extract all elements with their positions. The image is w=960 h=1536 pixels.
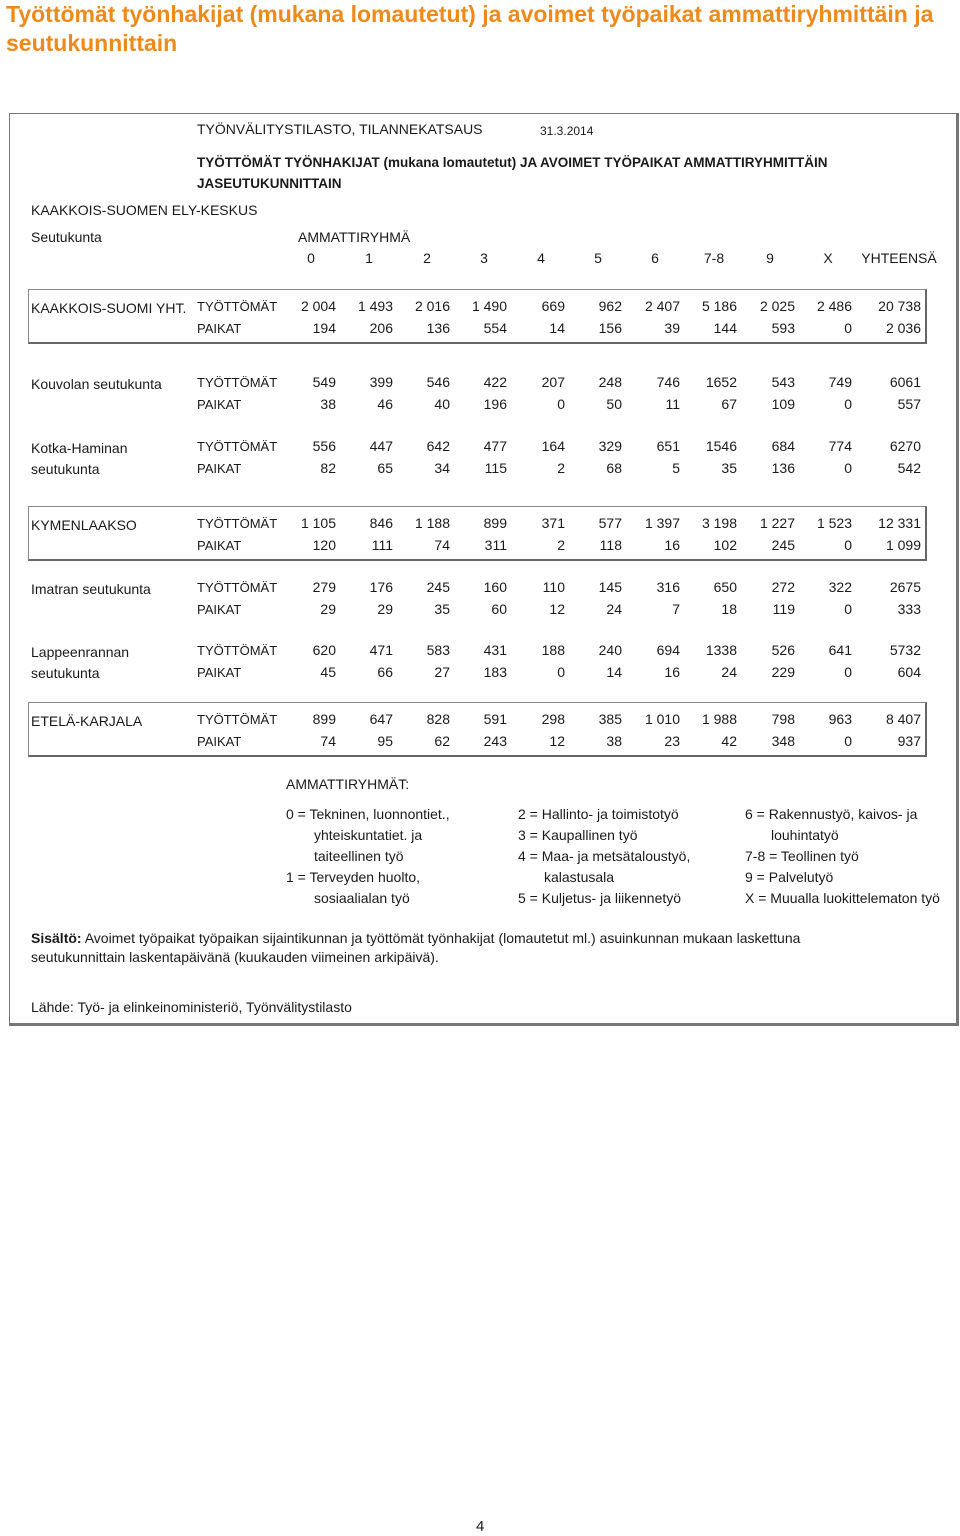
table-cell: 962 [598,298,622,314]
table-cell: 749 [828,374,852,390]
table-cell: 46 [377,396,393,412]
table-cell: 2 036 [885,320,921,336]
table-cell: 34 [434,460,450,476]
table-cell: 828 [426,711,450,727]
table-cell: 333 [897,601,921,617]
table-cell: 774 [828,438,852,454]
table-cell: 651 [656,438,680,454]
table-cell: 60 [491,601,507,617]
legend-entry: 6 = Rakennustyö, kaivos- ja [745,806,918,822]
table-cell: 554 [483,320,507,336]
table-cell: 3 198 [701,515,737,531]
table-cell: 39 [664,320,680,336]
row-kind-label: PAIKAT [197,665,242,680]
table-cell: 593 [771,320,795,336]
table-cell: 543 [771,374,795,390]
table-cell: 647 [369,711,393,727]
table-cell: 937 [897,733,921,749]
table-cell: 7 [672,601,680,617]
table-cell: 669 [541,298,565,314]
table-cell: 322 [828,579,852,595]
report-date: 31.3.2014 [540,124,594,138]
row-kind-label: PAIKAT [197,602,242,617]
table-cell: 194 [312,320,336,336]
table-cell: 1652 [705,374,737,390]
legend-entry: taiteellinen työ [314,848,404,864]
table-cell: 245 [426,579,450,595]
column-header: 2 [423,250,431,266]
table-cell: 0 [844,320,852,336]
table-cell: 641 [828,642,852,658]
table-cell: 577 [598,515,622,531]
table-cell: 0 [844,396,852,412]
table-cell: 746 [656,374,680,390]
table-cell: 248 [598,374,622,390]
table-cell: 16 [664,664,680,680]
table-cell: 1546 [705,438,737,454]
table-cell: 245 [771,537,795,553]
table-cell: 102 [713,537,737,553]
table-cell: 111 [371,537,393,553]
table-cell: 399 [369,374,393,390]
table-cell: 1 010 [644,711,680,727]
table-cell: 279 [312,579,336,595]
table-cell: 24 [606,601,622,617]
legend-entry: kalastusala [544,869,615,885]
table-cell: 0 [844,664,852,680]
page-title: Työttömät työnhakijat (mukana lomautetut) ja avoimet työpaikat ammattiryhmittäin ja seutukunnittain [6,1,934,56]
table-cell: 38 [606,733,622,749]
table-cell: 65 [377,460,393,476]
table-cell: 183 [483,664,507,680]
table-cell: 1 227 [759,515,795,531]
table-cell: 243 [483,733,507,749]
column-header: 0 [307,250,315,266]
row-kind-label: PAIKAT [197,397,242,412]
row-kind-label: TYÖTTÖMÄT [197,712,278,727]
table-cell: 119 [772,601,795,617]
table-cell: 109 [771,396,795,412]
table-cell: 188 [541,642,565,658]
legend-entry: 9 = Palvelutyö [745,869,834,885]
row-kind-label: PAIKAT [197,538,242,553]
column-header: 4 [537,250,545,266]
row-kind-label: TYÖTTÖMÄT [197,299,278,314]
legend-entry: 7-8 = Teollinen työ [745,848,859,864]
table-cell: 82 [320,460,336,476]
table-cell: 583 [426,642,450,658]
table-cell: 684 [771,438,795,454]
legend-entry: louhintatyö [771,827,839,843]
table-cell: 115 [484,460,507,476]
table-cell: 0 [844,733,852,749]
table-cell: 229 [771,664,795,680]
table-cell: 272 [771,579,795,595]
table-cell: 2 [557,460,565,476]
table-cell: 1 099 [885,537,921,553]
table-cell: 5 [672,460,680,476]
legend-entry: X = Muualla luokittelematon työ [745,890,940,906]
table-cell: 45 [320,664,336,680]
table-cell: 68 [606,460,622,476]
column-header: X [823,250,833,266]
table-cell: 164 [541,438,565,454]
table-cell: 6270 [889,438,921,454]
table-cell: 348 [771,733,795,749]
table-cell: 11 [665,396,680,412]
page-number: 4 [476,1518,485,1535]
legend-entry: 2 = Hallinto- ja toimistotyö [518,806,679,822]
table-cell: 1 105 [300,515,336,531]
seutukunta-label: Seutukunta [31,229,102,245]
column-header: 1 [365,250,373,266]
table-cell: 29 [377,601,393,617]
table-cell: 66 [377,664,393,680]
table-cell: 156 [598,320,622,336]
table-cell: 120 [312,537,336,553]
table-cell: 1 523 [816,515,852,531]
legend-entry: 4 = Maa- ja metsätaloustyö, [518,848,691,864]
table-cell: 144 [713,320,737,336]
column-header: YHTEENSÄ [861,250,937,266]
table-cell: 899 [483,515,507,531]
row-kind-label: TYÖTTÖMÄT [197,516,278,531]
contents-label: Sisältö: [31,930,82,946]
table-cell: 23 [664,733,680,749]
region-name: seutukunta [31,665,100,681]
table-cell: 42 [721,733,737,749]
row-kind-label: TYÖTTÖMÄT [197,643,278,658]
row-kind-label: PAIKAT [197,461,242,476]
table-cell: 118 [599,537,622,553]
table-cell: 1 988 [701,711,737,727]
table-cell: 650 [713,579,737,595]
table-cell: 14 [549,320,565,336]
table-title: TYÖTTÖMÄT TYÖNHAKIJAT (mukana lomautetut) JA AVOIMET TYÖPAIKAT AMMATTIRYHMITTÄIN [197,155,828,170]
table-cell: 207 [541,374,565,390]
table-cell: 963 [828,711,852,727]
table-cell: 2 016 [414,298,450,314]
table-cell: 1 493 [357,298,393,314]
table-cell: 1 188 [414,515,450,531]
table-cell: 471 [369,642,393,658]
table-cell: 12 331 [878,515,921,531]
table-cell: 38 [320,396,336,412]
table-cell: 5732 [889,642,921,658]
table-cell: 6061 [889,374,921,390]
region-header: KAAKKOIS-SUOMEN ELY-KESKUS [31,202,258,218]
legend-title: AMMATTIRYHMÄT: [286,776,410,792]
table-cell: 176 [369,579,393,595]
ammattiryhma-label: AMMATTIRYHMÄ [298,229,411,245]
table-cell: 371 [541,515,565,531]
legend-entry: 0 = Tekninen, luonnontiet., [286,806,450,822]
row-kind-label: PAIKAT [197,321,242,336]
table-cell: 50 [606,396,622,412]
table-cell: 12 [549,601,565,617]
region-name: Kotka-Haminan [31,440,128,456]
table-cell: 316 [656,579,680,595]
table-cell: 196 [483,396,507,412]
table-cell: 311 [484,537,507,553]
table-cell: 542 [897,460,921,476]
table-cell: 14 [606,664,622,680]
legend-entry: 1 = Terveyden huolto, [286,869,421,885]
table-cell: 329 [598,438,622,454]
legend-entry: 5 = Kuljetus- ja liikennetyö [518,890,682,906]
table-cell: 67 [721,396,737,412]
table-cell: 110 [542,579,565,595]
table-cell: 2 407 [644,298,680,314]
table-cell: 35 [434,601,450,617]
table-cell: 95 [377,733,393,749]
table-cell: 591 [483,711,507,727]
table-cell: 2 486 [816,298,852,314]
table-cell: 12 [549,733,565,749]
region-name: Lappeenrannan [31,644,130,660]
column-header: 6 [651,250,659,266]
table-cell: 431 [483,642,507,658]
table-cell: 1338 [705,642,737,658]
row-kind-label: PAIKAT [197,734,242,749]
table-cell: 2675 [889,579,921,595]
table-cell: 24 [721,664,737,680]
table-cell: 557 [897,396,921,412]
table-cell: 27 [434,664,450,680]
region-name: KYMENLAAKSO [31,517,137,533]
table-cell: 29 [320,601,336,617]
table-cell: 899 [312,711,336,727]
table-cell: 798 [771,711,795,727]
table-cell: 642 [426,438,450,454]
table-cell: 5 186 [701,298,737,314]
table-cell: 298 [541,711,565,727]
table-cell: 40 [434,396,450,412]
table-cell: 62 [434,733,450,749]
table-cell: 0 [557,664,565,680]
table-cell: 74 [434,537,450,553]
table-cell: 2 004 [300,298,336,314]
legend-entry: sosiaalialan työ [314,890,410,906]
report-header: TYÖNVÄLITYSTILASTO, TILANNEKATSAUS [197,121,483,137]
table-cell: 549 [312,374,336,390]
table-cell: 18 [721,601,737,617]
table-cell: 0 [557,396,565,412]
table-cell: 604 [897,664,921,680]
table-cell: 0 [844,537,852,553]
legend-entry: 3 = Kaupallinen työ [518,827,638,843]
region-name: Imatran seutukunta [31,581,151,597]
row-kind-label: TYÖTTÖMÄT [197,439,278,454]
table-cell: 620 [312,642,336,658]
table-cell: 546 [426,374,450,390]
column-header: 7-8 [703,250,725,266]
table-cell: 136 [771,460,795,476]
legend-entry: yhteiskuntatiet. ja [314,827,423,843]
table-cell: 20 738 [878,298,921,314]
region-name: seutukunta [31,461,100,477]
contents-note-line2: seutukunnittain laskentapäivänä (kuukauden viimeinen arkipäivä). [31,949,439,965]
row-kind-label: TYÖTTÖMÄT [197,375,278,390]
table-cell: 477 [483,438,507,454]
region-name: KAAKKOIS-SUOMI YHT. [31,300,187,316]
column-header: 5 [594,250,602,266]
table-cell: 694 [656,642,680,658]
table-cell: 145 [598,579,622,595]
table-cell: 526 [771,642,795,658]
table-cell: 0 [844,460,852,476]
contents-line1: Avoimet työpaikat työpaikan sijaintikunnan ja työttömät työnhakijat (lomautetut ml.) asuinkunnan mukaan laskettuna [84,930,801,946]
table-cell: 136 [426,320,450,336]
row-kind-label: TYÖTTÖMÄT [197,580,278,595]
table-cell: 556 [312,438,336,454]
table-cell: 0 [844,601,852,617]
table-cell: 1 397 [644,515,680,531]
column-header: 3 [480,250,488,266]
table-cell: 8 407 [885,711,921,727]
table-cell: 422 [483,374,507,390]
table-cell: 206 [369,320,393,336]
table-title-line2: JASEUTUKUNNITTAIN [197,176,342,191]
table-cell: 16 [664,537,680,553]
table-cell: 447 [369,438,393,454]
region-name: Kouvolan seutukunta [31,376,162,392]
region-name: ETELÄ-KARJALA [31,713,143,729]
table-cell: 2 025 [759,298,795,314]
source-note: Lähde: Työ- ja elinkeinoministeriö, Työnvälitystilasto [31,999,352,1015]
table-cell: 160 [483,579,507,595]
table-cell: 74 [320,733,336,749]
table-cell: 846 [369,515,393,531]
contents-note [31,929,800,948]
table-cell: 2 [557,537,565,553]
table-cell: 1 490 [471,298,507,314]
table-cell: 385 [598,711,622,727]
table-cell: 240 [598,642,622,658]
column-header: 9 [766,250,774,266]
table-cell: 35 [721,460,737,476]
